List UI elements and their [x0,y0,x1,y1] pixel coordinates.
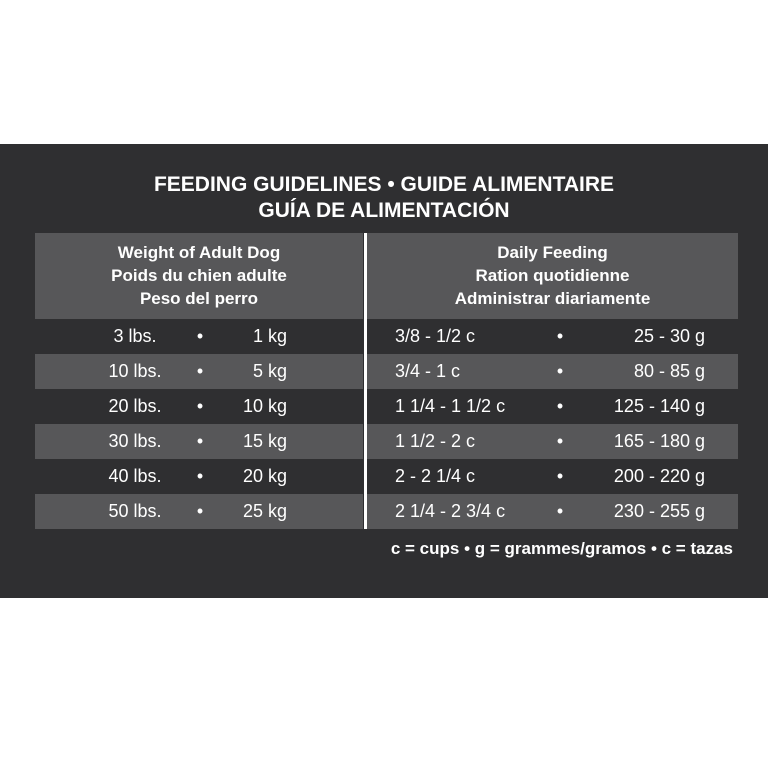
bullet-separator: • [196,396,204,416]
bullet-separator: • [196,326,204,346]
feeding-header-es: Administrar diariamente [454,289,651,308]
feeding-header [367,233,738,319]
feeding-header-en: Daily Feeding [497,243,608,262]
feeding-table [35,233,738,529]
table-row [35,389,738,424]
feeding-grams: 165 - 180 g [613,431,705,451]
feeding-cups: 2 1/4 - 2 3/4 c [395,501,506,521]
weight-kg: 5 kg [252,361,287,381]
bullet-separator: • [196,501,204,521]
weight-kg: 20 kg [242,466,287,486]
weight-kg: 15 kg [242,431,287,451]
weight-kg: 10 kg [242,396,287,416]
bullet-separator: • [556,361,564,381]
feeding-cups: 1 1/4 - 1 1/2 c [395,396,506,416]
weight-lbs: 50 lbs. [108,501,162,521]
weight-lbs: 10 lbs. [108,361,162,381]
table-row [35,459,738,494]
weight-lbs: 3 lbs. [113,326,157,346]
feeding-grams: 80 - 85 g [633,361,705,381]
table-row [35,424,738,459]
units-footnote: c = cups • g = grammes/gramos • c = tazas [390,539,733,558]
bullet-separator: • [556,466,564,486]
bullet-separator: • [556,431,564,451]
weight-header-en: Weight of Adult Dog [117,243,281,262]
feeding-cups: 2 - 2 1/4 c [395,466,476,486]
weight-lbs: 40 lbs. [108,466,162,486]
table-row [35,494,738,529]
feeding-grams: 125 - 140 g [613,396,705,416]
weight-header-es: Peso del perro [139,289,259,308]
weight-header [35,233,363,319]
table-row [35,354,738,389]
weight-lbs: 20 lbs. [108,396,162,416]
weight-header-fr: Poids du chien adulte [111,266,287,285]
weight-kg: 1 kg [252,326,287,346]
feeding-header-fr: Ration quotidienne [475,266,630,285]
title-line-1: FEEDING GUIDELINES • GUIDE ALIMENTAIRE [153,173,615,196]
title-line-2: GUÍA DE ALIMENTACIÓN [258,199,510,222]
bullet-separator: • [556,396,564,416]
bullet-separator: • [196,466,204,486]
weight-lbs: 30 lbs. [108,431,162,451]
feeding-cups: 3/4 - 1 c [395,361,461,381]
bullet-separator: • [556,501,564,521]
column-divider [364,233,367,529]
feeding-guidelines-panel [0,144,768,598]
bullet-separator: • [556,326,564,346]
feeding-cups: 1 1/2 - 2 c [395,431,476,451]
feeding-grams: 200 - 220 g [613,466,705,486]
feeding-grams: 25 - 30 g [633,326,705,346]
feeding-grams: 230 - 255 g [613,501,705,521]
bullet-separator: • [196,361,204,381]
feeding-cups: 3/8 - 1/2 c [395,326,476,346]
bullet-separator: • [196,431,204,451]
weight-kg: 25 kg [242,501,287,521]
table-row [35,319,738,354]
